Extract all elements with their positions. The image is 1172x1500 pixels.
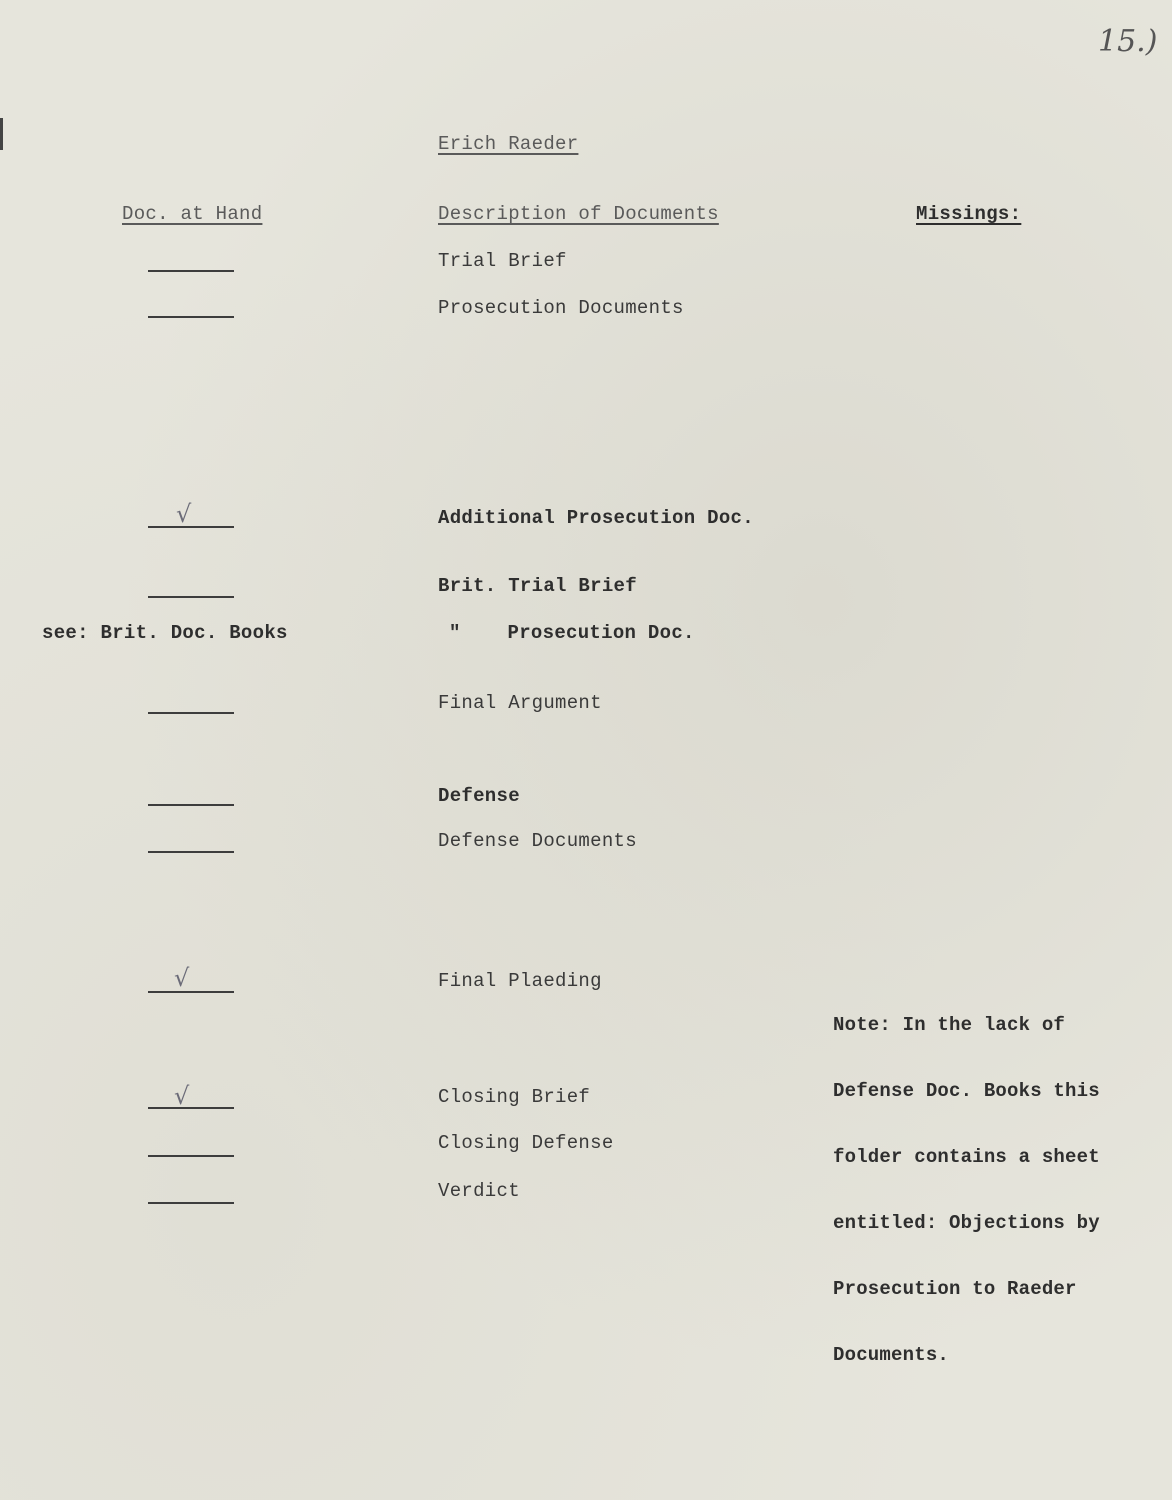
row-label-verdict: Verdict xyxy=(438,1180,520,1202)
row-label-brit-prosecution-doc: " Prosecution Doc. xyxy=(449,622,695,644)
row-label-final-plaeding: Final Plaeding xyxy=(438,970,602,992)
row-label-brit-trial-brief: Brit. Trial Brief xyxy=(438,575,637,597)
see-brit-doc-books-note: see: Brit. Doc. Books xyxy=(42,622,288,644)
check-mark: √ xyxy=(174,964,190,992)
doc-at-hand-line xyxy=(148,712,234,714)
doc-at-hand-line xyxy=(148,270,234,272)
header-missings: Missings: xyxy=(916,203,1022,225)
row-label-additional-prosecution-doc: Additional Prosecution Doc. xyxy=(438,507,754,529)
note-line: folder contains a sheet xyxy=(833,1146,1100,1168)
page-number: 15.) xyxy=(1098,24,1158,59)
row-label-defense: Defense xyxy=(438,785,520,807)
note-line: Note: In the lack of xyxy=(833,1014,1066,1036)
header-doc-at-hand: Doc. at Hand xyxy=(122,203,263,225)
doc-at-hand-line xyxy=(148,316,234,318)
doc-at-hand-line xyxy=(148,596,234,598)
document-title: Erich Raeder xyxy=(438,133,579,155)
doc-at-hand-line xyxy=(148,1155,234,1157)
note-line: Defense Doc. Books this xyxy=(833,1080,1100,1102)
row-label-trial-brief: Trial Brief xyxy=(438,250,567,272)
note-line: entitled: Objections by xyxy=(833,1212,1100,1234)
row-label-prosecution-documents: Prosecution Documents xyxy=(438,297,684,319)
row-label-final-argument: Final Argument xyxy=(438,692,602,714)
header-description: Description of Documents xyxy=(438,203,719,225)
row-label-closing-brief: Closing Brief xyxy=(438,1086,591,1108)
row-label-closing-defense: Closing Defense xyxy=(438,1132,614,1154)
note-line: Prosecution to Raeder xyxy=(833,1278,1077,1300)
doc-at-hand-line xyxy=(148,1202,234,1204)
doc-at-hand-line xyxy=(148,851,234,853)
row-label-defense-documents: Defense Documents xyxy=(438,830,637,852)
check-mark: √ xyxy=(176,500,192,528)
doc-at-hand-line xyxy=(148,991,234,993)
doc-at-hand-line xyxy=(148,1107,234,1109)
missings-note xyxy=(833,970,1100,1410)
margin-mark xyxy=(0,118,3,150)
check-mark: √ xyxy=(174,1082,190,1110)
doc-at-hand-line xyxy=(148,804,234,806)
note-line: Documents. xyxy=(833,1344,950,1366)
